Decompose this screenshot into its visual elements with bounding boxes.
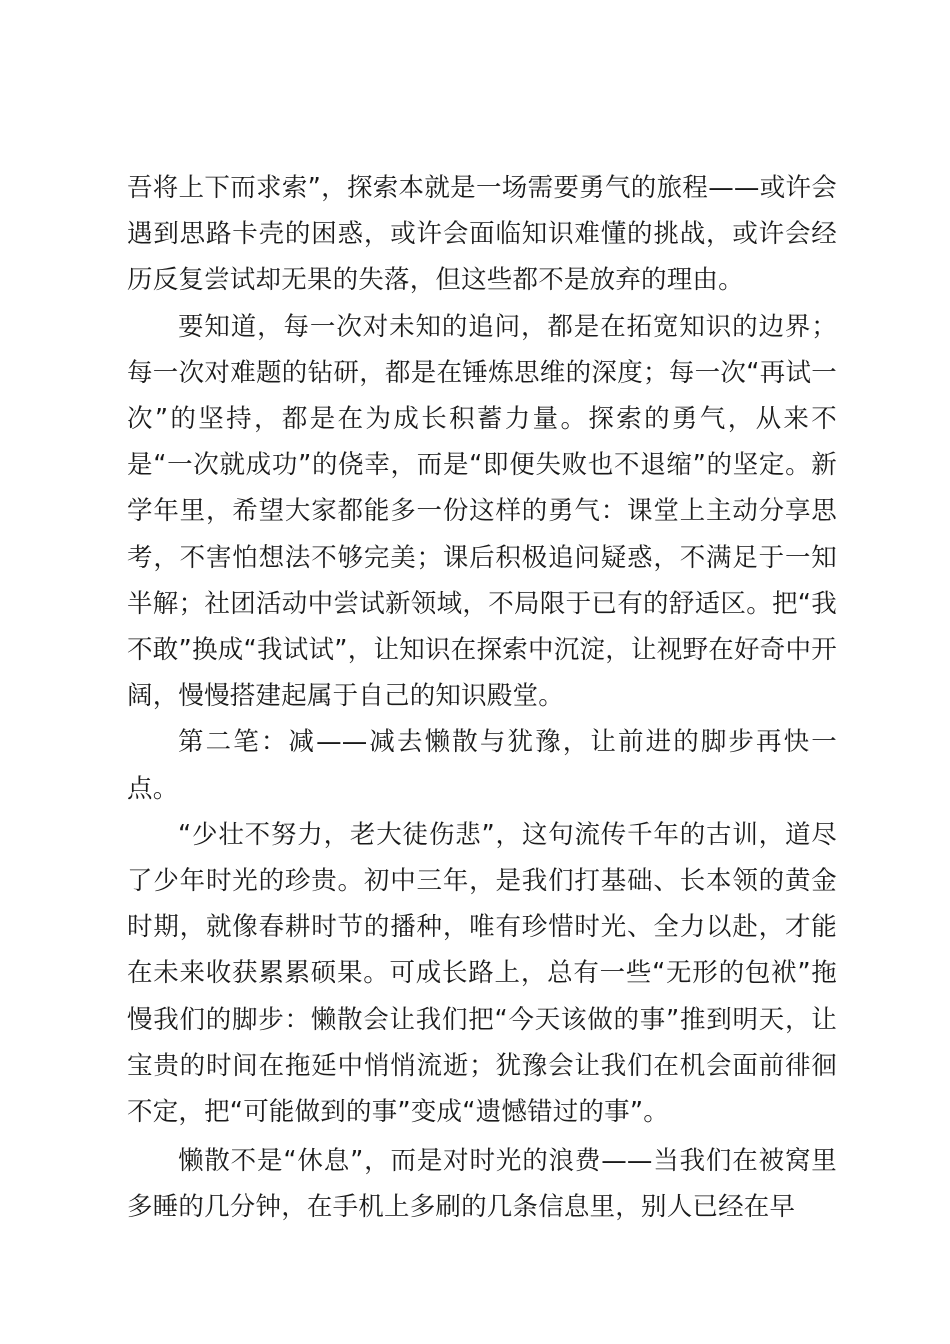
paragraph-second-stroke-heading: 第二笔：减——减去懒散与犹豫，让前进的脚步再快一点。 bbox=[127, 727, 837, 804]
paragraph-exploration-intro: 吾将上下而求索”，探索本就是一场需要勇气的旅程——或许会遇到思路卡壳的困惑，或许会面临知识难懂的挑战，或许会经历反复尝试却无果的失落，但这些都不是放弃的理由。 bbox=[127, 173, 837, 296]
paragraph-laziness: 懒散不是“休息”，而是对时光的浪费——当我们在被窝里多睡的几分钟，在手机上多刷的几条信息里，别人已经在早 bbox=[127, 1146, 837, 1223]
body-text bbox=[127, 165, 837, 1231]
paragraph-cherish-time: “少壮不努力，老大徒伤悲”，这句流传千年的古训，道尽了少年时光的珍贵。初中三年，是我们打基础、长本领的黄金时期，就像春耕时节的播种，唯有珍惜时光、全力以赴，才能在未来收获累累硕果。可成长路上，总有一些“无形的包袱”拖慢我们的脚步：懒散会让我们把“今天该做的事”推到明天，让宝贵的时间在拖延中悄悄流逝；犹豫会让我们在机会面前徘徊不定，把“可能做到的事”变成“遗憾错过的事”。 bbox=[127, 819, 837, 1128]
paragraph-courage-to-explore: 要知道，每一次对未知的追问，都是在拓宽知识的边界；每一次对难题的钻研，都是在锤炼思维的深度；每一次“再试一次”的坚持，都是在为成长积蓄力量。探索的勇气，从来不是“一次就成功”的侥幸，而是“即便失败也不退缩”的坚定。新学年里，希望大家都能多一份这样的勇气：课堂上主动分享思考，不害怕想法不够完美；课后积极追问疑惑，不满足于一知半解；社团活动中尝试新领域，不局限于已有的舒适区。把“我不敢”换成“我试试”，让知识在探索中沉淀，让视野在好奇中开阔，慢慢搭建起属于自己的知识殿堂。 bbox=[127, 311, 837, 712]
